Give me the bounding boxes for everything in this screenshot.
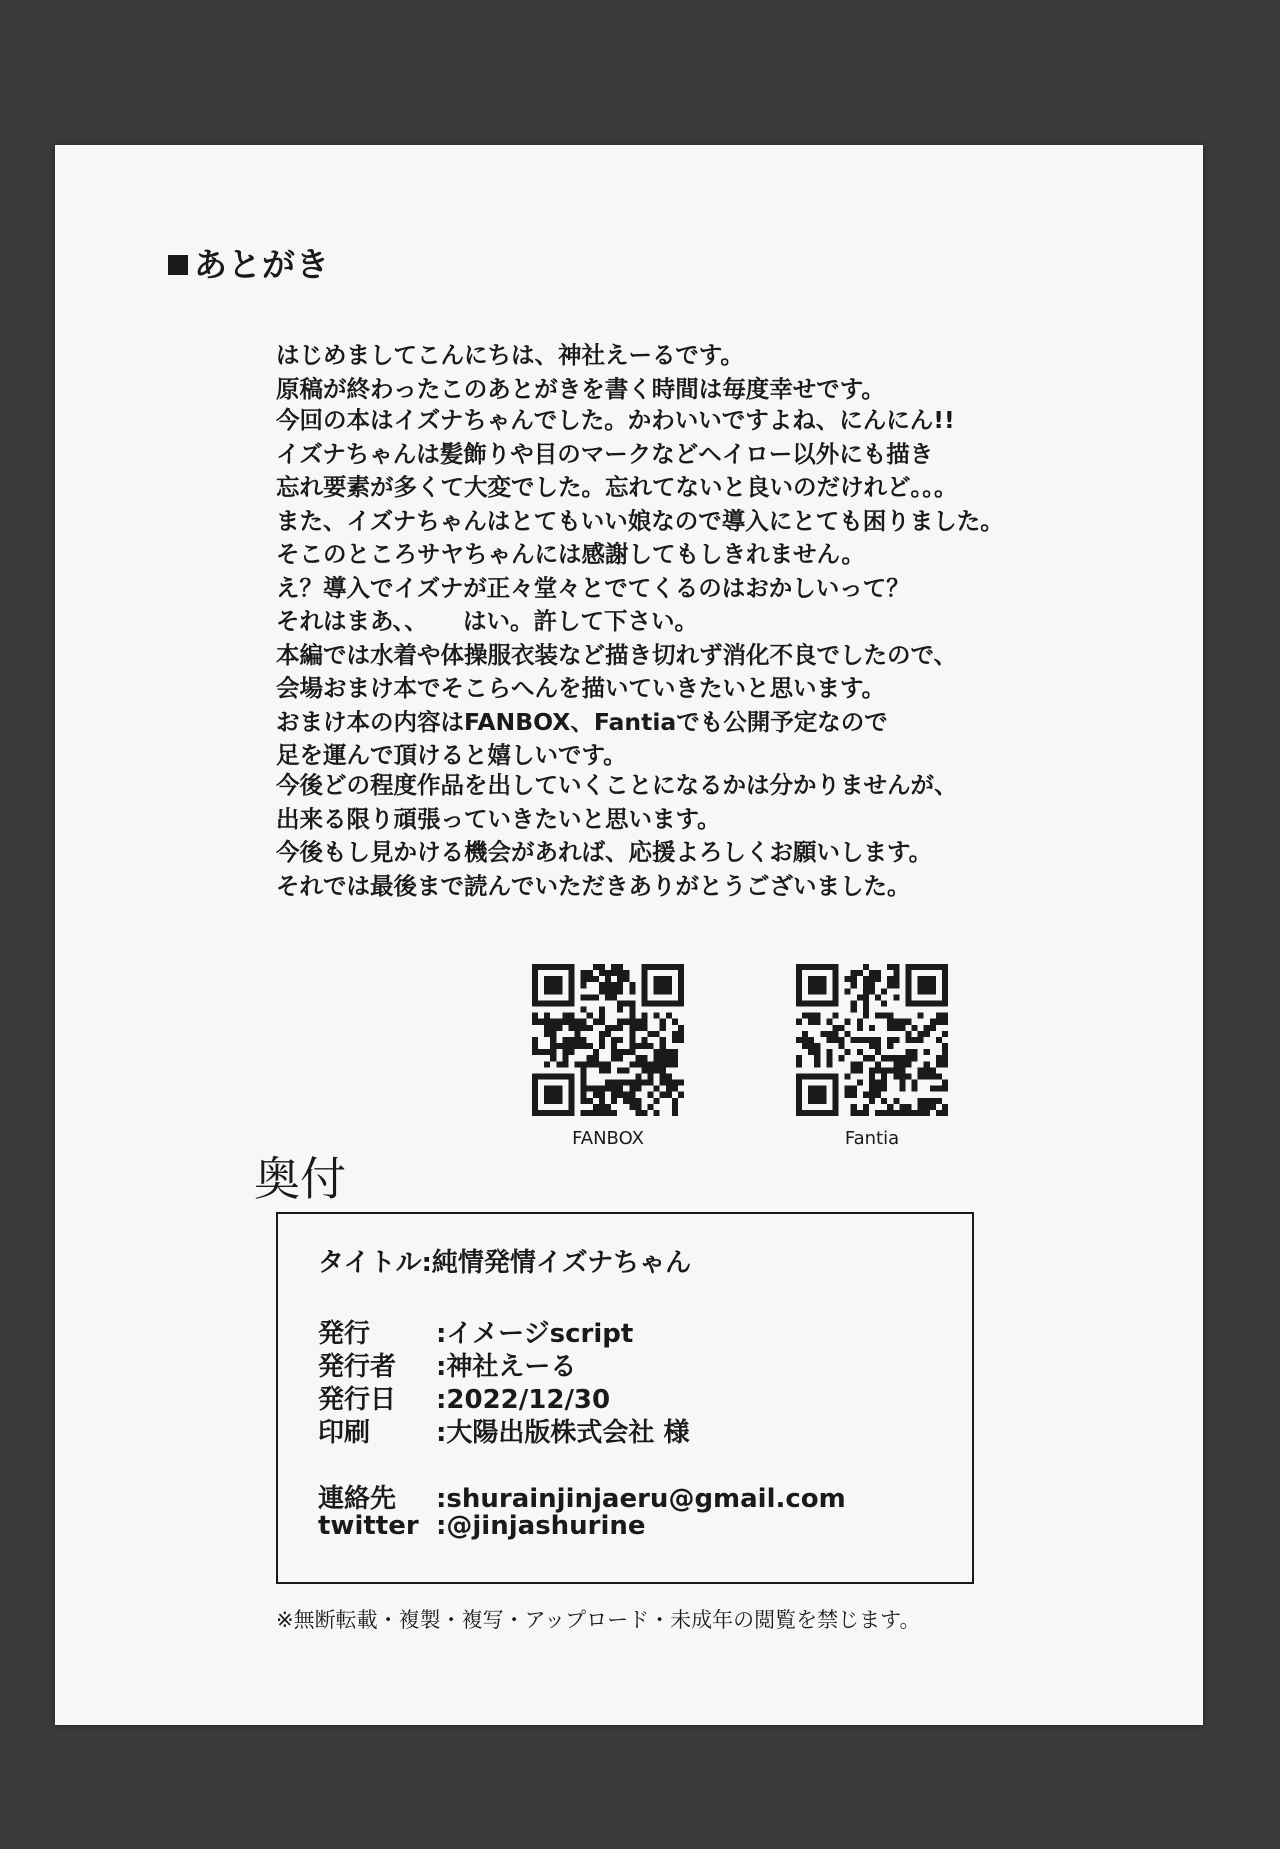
afterword-heading-text: あとがき <box>194 245 330 284</box>
row-value: :イメージscript <box>436 1319 634 1349</box>
fantia-qr-label: Fantia <box>844 1128 900 1149</box>
colophon-box <box>276 1212 974 1584</box>
text-line: はじめましてこんにちは、神社えーるです。 <box>276 341 744 369</box>
afterword-heading <box>168 239 330 286</box>
colophon-row-contact <box>318 1478 846 1515</box>
text-line: それでは最後まで読んでいただきありがとうございました。 <box>276 871 911 900</box>
square-bullet-icon <box>168 255 188 275</box>
text-line: 今回の本はイズナちゃんでした。かわいいですよね、にんにん!! <box>276 406 955 434</box>
colophon-heading: 奥付 <box>254 1152 346 1206</box>
text-line: また、イズナちゃんはとてもいい娘なので導入にとても困りました。 <box>276 506 1004 535</box>
text-line: 足を運んで頂けると嬉しいです。 <box>276 741 627 769</box>
text-line: そこのところサヤちゃんには感謝してもしきれません。 <box>276 540 865 568</box>
text-line: 原稿が終わったこのあとがきを書く時間は毎度幸せです。 <box>276 374 885 403</box>
text-line: イズナちゃんは髪飾りや目のマークなどヘイロー以外にも描き <box>276 439 934 468</box>
row-label: 発行者 <box>318 1352 397 1382</box>
title-value: 純情発情イズナちゃん <box>431 1248 692 1278</box>
text-line: それはまあ、、 はい。許して下さい。 <box>276 607 699 635</box>
text-line: 今後どの程度作品を出していくことになるかは分かりませんが、 <box>276 771 958 799</box>
text-line: え？導入でイズナが正々堂々とでてくるのはおかしいって？ <box>276 573 910 602</box>
row-value: :shurainjinjaeru@gmail.com <box>436 1484 846 1514</box>
row-label: 連絡先 <box>318 1484 397 1514</box>
colophon-title-line: タイトル:純情発情イズナちゃん <box>318 1248 692 1278</box>
row-value: :神社えーる <box>436 1352 577 1382</box>
text-line: 会場おまけ本でそこらへんを描いていきたいと思います。 <box>276 674 886 702</box>
copyright-notice: ※無断転載・複製・複写・アップロード・未成年の閲覧を禁じます。 <box>276 1608 921 1632</box>
text-line: 今後もし見かける機会があれば、応援よろしくお願いします。 <box>276 838 933 866</box>
fantia-qr-code[interactable] <box>796 964 948 1116</box>
afterword-paragraph-2 <box>276 404 1004 773</box>
row-label: 発行日 <box>318 1385 397 1415</box>
row-value: :@jinjashurine <box>436 1511 646 1541</box>
colophon-row-issuer <box>318 1346 576 1383</box>
text-line: 本編では水着や体操服衣装など描き切れず消化不良でしたので、 <box>276 640 958 669</box>
row-label: 発行 <box>318 1319 371 1349</box>
row-label: twitter <box>318 1511 419 1541</box>
colophon-row-date <box>318 1379 610 1416</box>
title-label: タイトル <box>318 1248 422 1278</box>
text-line: 忘れ要素が多くて大変でした。忘れてないと良いのだけれど。。。 <box>276 473 958 501</box>
text-line: おまけ本の内容はFANBOX、Fantiaでも公開予定なので <box>276 707 888 736</box>
row-value: :2022/12/30 <box>436 1385 611 1415</box>
afterword-paragraph-3 <box>276 769 958 903</box>
fanbox-qr-label: FANBOX <box>572 1128 644 1149</box>
colophon-row-publisher <box>318 1313 633 1350</box>
text-line: 出来る限り頑張っていきたいと思います。 <box>276 804 721 833</box>
colophon-row-printer <box>318 1412 689 1449</box>
row-label: 印刷 <box>318 1418 371 1448</box>
fanbox-qr-code[interactable] <box>532 964 684 1116</box>
row-value: :大陽出版株式会社 様 <box>436 1418 690 1448</box>
colophon-row-twitter <box>318 1511 646 1541</box>
afterword-paragraph-1 <box>276 339 885 406</box>
